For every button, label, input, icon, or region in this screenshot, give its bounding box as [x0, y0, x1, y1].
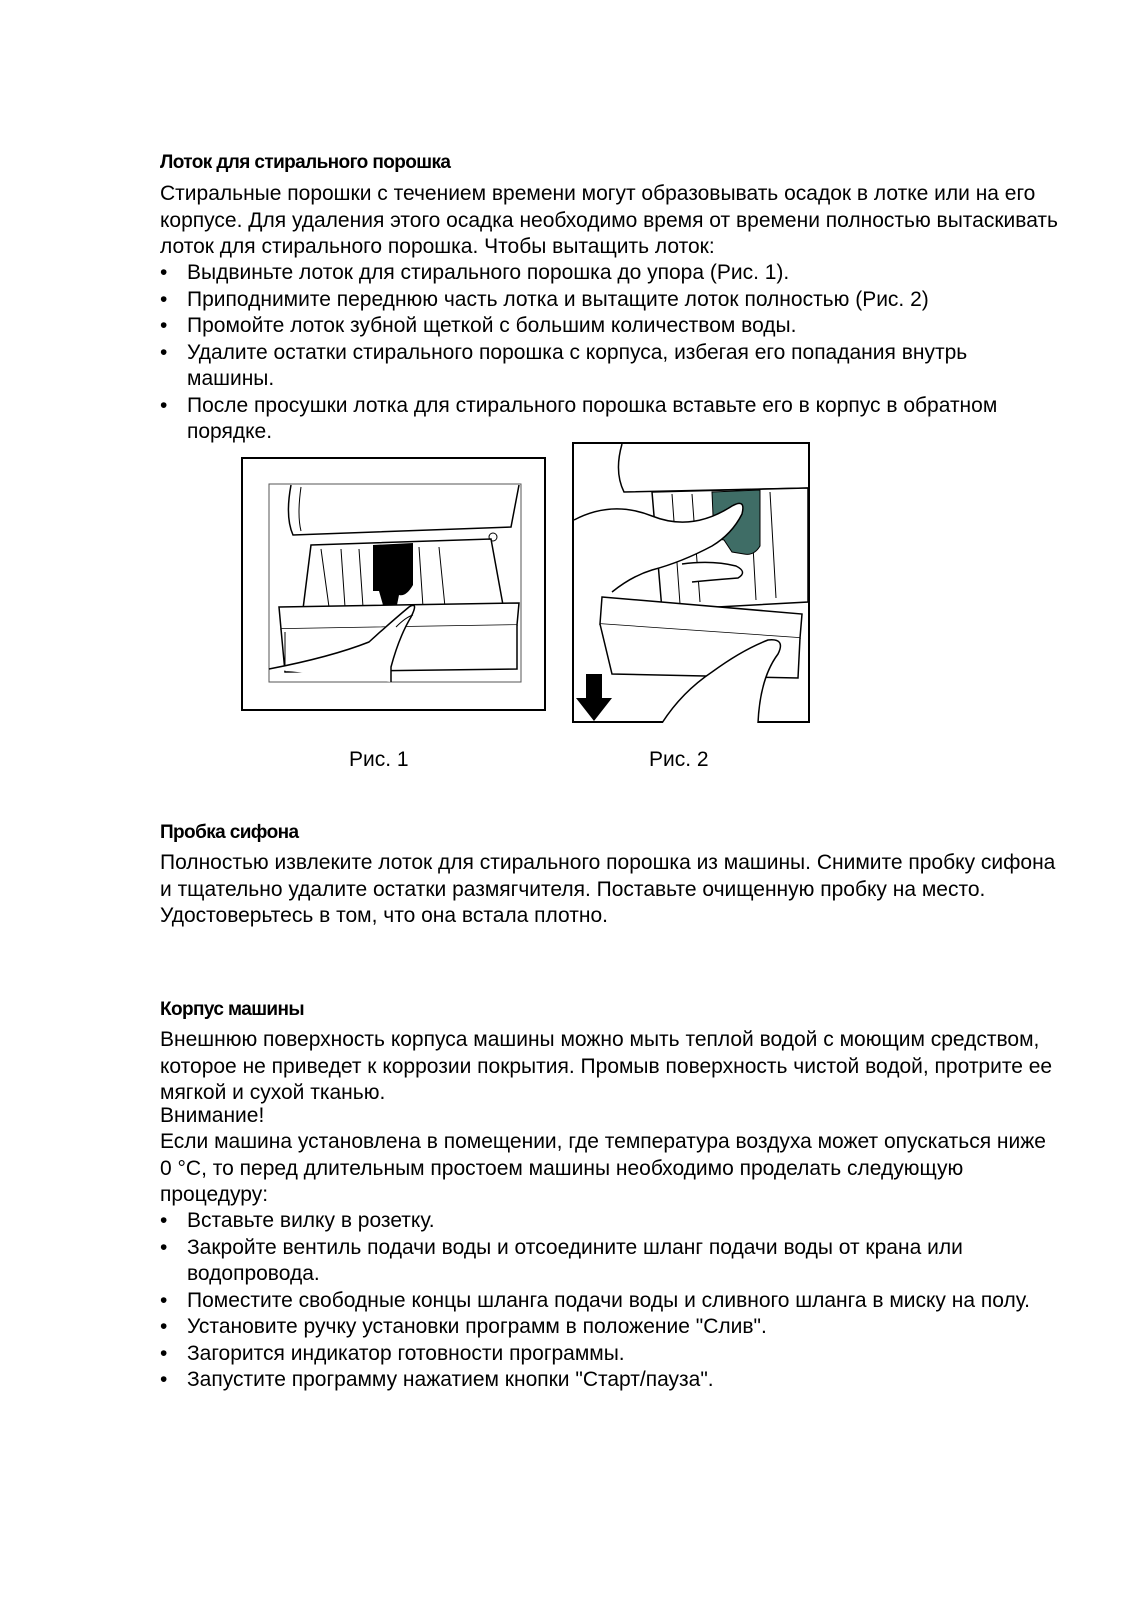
list-item: • Вставьте вилку в розетку. [160, 1208, 1060, 1235]
section-title-powder-tray: Лоток для стирального порошка [160, 152, 451, 173]
list-item: • Загорится индикатор готовности программы. [160, 1341, 1060, 1368]
list-item: • Закройте вентиль подачи воды и отсоедините шланг подачи воды от крана или водопровода. [160, 1235, 1060, 1288]
machine-body-text: Внешнюю поверхность корпуса машины можно мыть теплой водой с моющим средством, которое не приведет к коррозии покрытия. Промыв поверхность чистой водой, протрите ее мягкой и сухой тканью. [160, 1028, 1053, 1104]
figure-1-tray-pulled-out [241, 457, 546, 711]
list-item: • Установите ручку установки программ в положение "Слив". [160, 1314, 1060, 1341]
powder-tray-intro: Стиральные порошки с течением времени могут образовывать осадок в лотке или на его корпусе. Для удаления этого осадка необходимо время от времени полностью вытаскивать лоток для стирального порошка. Чтобы вытащить лоток: [160, 182, 1058, 258]
section-title-siphon-plug: Пробка сифона [160, 822, 299, 843]
list-item: • Запустите программу нажатием кнопки "Старт/пауза". [160, 1367, 1060, 1394]
list-item: • Промойте лоток зубной щеткой с большим количеством воды. [160, 313, 1060, 340]
figure-1-caption: Рис. 1 [349, 748, 409, 771]
section-title-machine-body: Корпус машины [160, 999, 305, 1020]
powder-tray-steps [160, 260, 1060, 446]
figure-2-tray-removed [572, 442, 810, 723]
list-item: • После просушки лотка для стирального порошка вставьте его в корпус в обратном порядке. [160, 393, 1060, 446]
list-item: • Приподнимите переднюю часть лотка и вытащите лоток полностью (Рис. 2) [160, 287, 1060, 314]
frost-warning-text: Если машина установлена в помещении, где температура воздуха может опускаться ниже 0 °С, то перед длительным простоем машины необходимо проделать следующую процедуру: [160, 1130, 1046, 1206]
list-item: • Выдвиньте лоток для стирального порошка до упора (Рис. 1). [160, 260, 1060, 287]
siphon-plug-text: Полностью извлеките лоток для стирального порошка из машины. Снимите пробку сифона и тщательно удалите остатки размягчителя. Поставьте очищенную пробку на место. Удостоверьтесь в том, что она встала плотно. [160, 851, 1056, 927]
figure-2-caption: Рис. 2 [649, 748, 709, 771]
list-item: • Удалите остатки стирального порошка с корпуса, избегая его попадания внутрь машины. [160, 340, 1060, 393]
list-item: • Поместите свободные концы шланга подачи воды и сливного шланга в миску на полу. [160, 1288, 1060, 1315]
attention-label: Внимание! [160, 1104, 265, 1127]
frost-procedure-steps [160, 1208, 1060, 1394]
